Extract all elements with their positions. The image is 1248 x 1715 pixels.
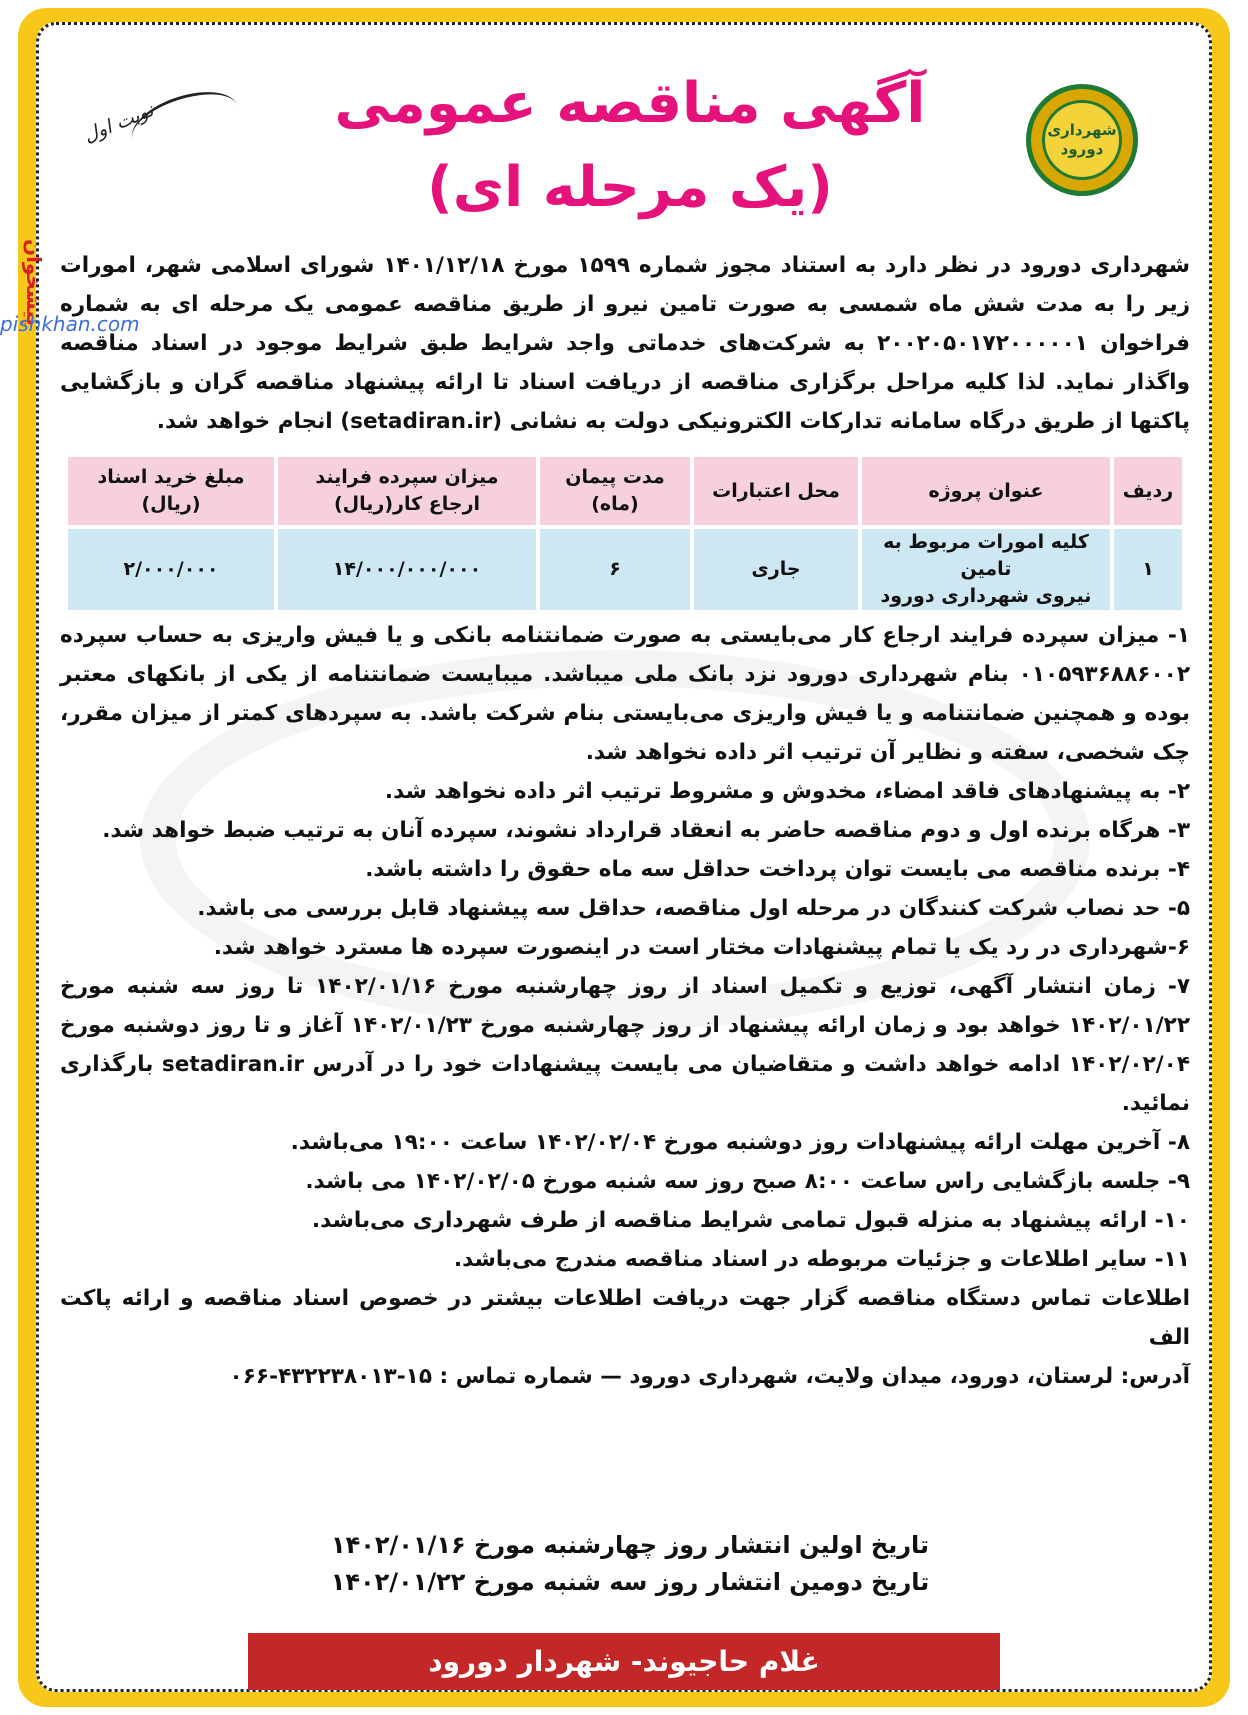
header-price-line2: (ریال) — [141, 493, 201, 515]
cell-project-line2: نیروی شهرداری دورود — [880, 585, 1092, 607]
cell-price: ۲/۰۰۰/۰۰۰ — [68, 529, 274, 610]
term-item: ۴- برنده مناقصه می بایست توان پرداخت حداقل سه ماه حقوق را داشته باشد. — [365, 857, 1190, 882]
title-line-2: (یک مرحله ای) — [427, 155, 833, 220]
terms-list — [60, 616, 1190, 1396]
title-line-1: آگهی مناقصه عمومی — [334, 71, 926, 136]
header-duration-line2: (ماه) — [591, 493, 639, 515]
header-price-line1: مبلغ خرید اسناد — [97, 466, 245, 488]
page-title — [300, 62, 960, 230]
cell-deposit: ۱۴/۰۰۰/۰۰۰/۰۰۰ — [278, 529, 536, 610]
term-item: ۸- آخرین مهلت ارائه پیشنهادات روز دوشنبه مورخ ۱۴۰۲/۰۲/۰۴ ساعت ۱۹:۰۰ می‌باشد. — [290, 1130, 1190, 1155]
header-duration — [540, 457, 690, 525]
second-publication-date: تاریخ دومین انتشار روز سه شنبه مورخ ۱۴۰۲/۰۱/۲۲ — [330, 1568, 930, 1596]
term-item: ۶-شهرداری در رد یک یا تمام پیشنهادات مختار است در اینصورت سپرده ها مسترد خواهد شد. — [213, 935, 1190, 960]
header-deposit-line1: میزان سپرده فرایند — [315, 466, 499, 488]
term-item: ۱- میزان سپرده فرایند ارجاع کار می‌بایستی به صورت ضمانتنامه بانکی و یا فیش واریزی به حساب سپرده ۰۱۰۵۹۳۶۸۸۶۰۰۲ بنام شهرداری دورود نزد بانک ملی میباشد. میبایست ضمانتنامه از یکی از بانکهای معتبر بوده و همچنین ضمانتنامه و یا فیش واریزی می‌بایستی بنام شرکت باشد. به سپردهای کمتر از میزان مقرر، چک شخصی، سفته و نظایر آن ترتیب اثر داده نخواهد شد. — [60, 623, 1190, 765]
intro-paragraph: شهرداری دورود در نظر دارد به استناد مجوز شماره ۱۵۹۹ مورخ ۱۴۰۱/۱۲/۱۸ شورای اسلامی شهر، امورات زیر را به مدت شش ماه شمسی به صورت تامین نیرو از طریق مناقصه عمومی یک مرحله ای به شماره فراخوان ۲۰۰۲۰۵۰۱۷۲۰۰۰۰۰۱ به شرکت‌های خدماتی واجد شرایط طبق شرایط موجود در اسناد مناقصه واگذار نماید. لذا کلیه مراحل برگزاری مناقصه از دریافت اسناد تا ارائه پیشنهاد مناقصه گران و بازگشایی پاکتها از طریق درگاه سامانه تدارکات الکترونیکی دولت به نشانی (setadiran.ir) انجام خواهد شد. — [60, 253, 1191, 434]
term-item: ۲- به پیشنهادهای فاقد امضاء، مخدوش و مشروط ترتیب اثر داده نخواهد شد. — [384, 779, 1190, 804]
round-label: نوبت اول — [80, 99, 157, 147]
table-row — [68, 529, 1182, 610]
logo-text: شهرداری دورود — [1042, 100, 1122, 180]
cell-project-line1: کلیه امورات مربوط به تامین — [883, 531, 1089, 580]
term-item: ۹- جلسه بازگشایی راس ساعت ۸:۰۰ صبح روز سه شنبه مورخ ۱۴۰۲/۰۲/۰۵ می باشد. — [305, 1169, 1190, 1194]
header-deposit-line2: ارجاع کار(ریال) — [333, 493, 481, 515]
tender-table — [64, 453, 1186, 614]
contact-info: اطلاعات تماس دستگاه مناقصه گزار جهت دریافت اطلاعات بیشتر در خصوص اسناد مناقصه و ارائه پاکت الف — [60, 1286, 1190, 1350]
municipality-logo — [1026, 84, 1138, 196]
side-watermark-url: pishkhan.com — [0, 312, 140, 336]
header-project: عنوان پروژه — [862, 457, 1110, 525]
term-item: ۳- هرگاه برنده اول و دوم مناقصه حاضر به انعقاد قرارداد نشوند، سپرده آنان به ترتیب ضبط خواهد شد. — [102, 818, 1190, 843]
publication-dates — [300, 1527, 960, 1601]
cell-credit: جاری — [694, 529, 858, 610]
cell-project — [862, 529, 1110, 610]
cell-row-number: ۱ — [1114, 529, 1182, 610]
term-item: ۵- حد نصاب شرکت کنندگان در مرحله اول مناقصه، حداقل سه پیشنهاد قابل بررسی می باشد. — [197, 896, 1190, 921]
header-price — [68, 457, 274, 525]
side-watermark-name: پیشخوان — [22, 239, 46, 326]
term-item: ۱۱- سایر اطلاعات و جزئیات مربوطه در اسناد مناقصه مندرج می‌باشد. — [453, 1247, 1190, 1272]
term-item: ۱۰- ارائه پیشنهاد به منزله قبول تمامی شرایط مناقصه از طرف شهرداری می‌باشد. — [311, 1208, 1190, 1233]
first-publication-date: تاریخ اولین انتشار روز چهارشنبه مورخ ۱۴۰۲/۰۱/۱۶ — [330, 1531, 930, 1559]
header-deposit — [278, 457, 536, 525]
header-row-number: ردیف — [1114, 457, 1182, 525]
term-item: ۷- زمان انتشار آگهی، توزیع و تکمیل اسناد از روز چهارشنبه مورخ ۱۴۰۲/۰۱/۱۶ تا روز سه شنبه مورخ ۱۴۰۲/۰۱/۲۲ خواهد بود و زمان ارائه پیشنهاد از روز چهارشنبه مورخ ۱۴۰۲/۰۱/۲۳ آغاز و تا روز دوشنبه مورخ ۱۴۰۲/۰۲/۰۴ ادامه خواهد داشت و متقاضیان می بایست پیشنهادات خود را در آدرس setadiran.ir بارگذاری نمائید. — [60, 974, 1190, 1116]
header-credit: محل اعتبارات — [694, 457, 858, 525]
address-line: آدرس: لرستان، دورود، میدان ولایت، شهرداری دورود — شماره تماس : ۱۵-۴۳۲۲۳۸۰۱۳-۰۶۶ — [229, 1364, 1190, 1389]
table-header-row — [68, 457, 1182, 525]
signature-bar: غلام حاجیوند- شهردار دورود — [248, 1633, 1000, 1690]
cell-duration: ۶ — [540, 529, 690, 610]
header-duration-line1: مدت پیمان — [565, 466, 665, 488]
